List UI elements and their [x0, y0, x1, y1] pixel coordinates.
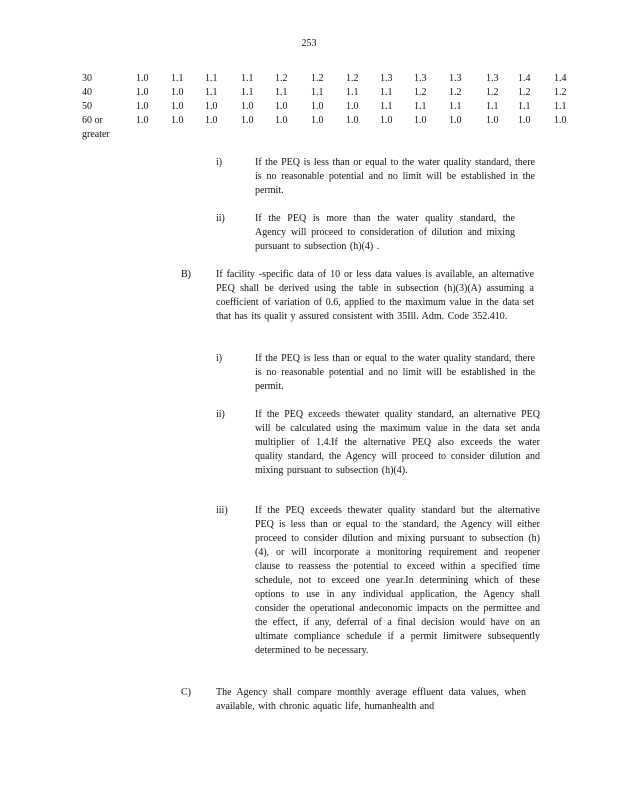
- table-cell: 1.0: [136, 73, 149, 84]
- row-label-continuation: greater: [82, 129, 110, 140]
- table-cell: 1.3: [486, 73, 499, 84]
- table-cell: 1.1: [205, 87, 218, 98]
- table-cell: 1.1: [275, 87, 288, 98]
- item-marker: iii): [216, 505, 228, 516]
- table-row: [82, 100, 582, 114]
- row-label: 40: [82, 87, 92, 98]
- table-row: [82, 72, 582, 86]
- multiplier-table: [82, 72, 582, 128]
- table-cell: 1.0: [241, 101, 254, 112]
- table-cell: 1.4: [518, 73, 531, 84]
- table-cell: 1.2: [486, 87, 499, 98]
- table-cell: 1.0: [414, 115, 427, 126]
- table-cell: 1.1: [554, 101, 567, 112]
- table-cell: 1.3: [449, 73, 462, 84]
- item-marker: C): [181, 687, 191, 698]
- paragraph-a-ii: If the PEQ is more than the water quality standard, the Agency will proceed to consideration of dilution and mixing pursuant to subsection (h)(4) .: [255, 213, 515, 252]
- table-cell: 1.0: [518, 115, 531, 126]
- table-cell: 1.0: [241, 115, 254, 126]
- table-cell: 1.1: [486, 101, 499, 112]
- table-cell: 1.0: [171, 101, 184, 112]
- paragraph-b-ii: If the PEQ exceeds thewater quality standard, an alternative PEQ will be calculated using the maximum value in the data set anda multiplier of 1.4.If the alternative PEQ also exceeds the water quality standard, the Agency will proceed to consider dilution and mixing pursuant to subsection (h)(4).: [255, 409, 540, 476]
- item-marker: B): [181, 269, 191, 280]
- table-row: [82, 114, 582, 128]
- table-row: [82, 86, 582, 100]
- table-cell: 1.1: [205, 73, 218, 84]
- table-cell: 1.0: [554, 115, 567, 126]
- table-cell: 1.0: [136, 115, 149, 126]
- item-marker: ii): [216, 213, 225, 224]
- table-cell: 1.1: [346, 87, 359, 98]
- item-marker: i): [216, 157, 223, 168]
- table-cell: 1.2: [554, 87, 567, 98]
- table-cell: 1.2: [518, 87, 531, 98]
- table-cell: 1.4: [554, 73, 567, 84]
- table-cell: 1.1: [380, 87, 393, 98]
- table-cell: 1.1: [380, 101, 393, 112]
- table-cell: 1.0: [275, 115, 288, 126]
- table-cell: 1.1: [171, 73, 184, 84]
- table-cell: 1.2: [275, 73, 288, 84]
- table-cell: 1.2: [414, 87, 427, 98]
- table-cell: 1.0: [311, 115, 324, 126]
- paragraph-b-i: If the PEQ is less than or equal to the water quality standard, there is no reasonable potential and no limit will be established in the permit.: [255, 353, 535, 392]
- table-cell: 1.1: [311, 87, 324, 98]
- table-cell: 1.2: [311, 73, 324, 84]
- item-marker: ii): [216, 409, 225, 420]
- table-cell: 1.0: [346, 101, 359, 112]
- table-cell: 1.2: [449, 87, 462, 98]
- table-cell: 1.0: [205, 101, 218, 112]
- table-cell: 1.0: [311, 101, 324, 112]
- table-cell: 1.3: [380, 73, 393, 84]
- table-cell: 1.0: [205, 115, 218, 126]
- page-number: 253: [301, 38, 317, 49]
- item-marker: i): [216, 353, 223, 364]
- table-cell: 1.1: [449, 101, 462, 112]
- table-cell: 1.2: [346, 73, 359, 84]
- table-cell: 1.0: [275, 101, 288, 112]
- table-cell: 1.0: [346, 115, 359, 126]
- table-cell: 1.1: [518, 101, 531, 112]
- paragraph-b: If facility -specific data of 10 or less data values is available, an alternative PEQ shall be derived using the table in subsection (h)(3)(A) assuming a coefficient of variation of 0.6, applied to the maximum value in the data set that has its qualit y assured consistent with 35Ill. Adm. Code 352.410.: [216, 269, 534, 322]
- table-cell: 1.0: [380, 115, 393, 126]
- paragraph-b-iii: If the PEQ exceeds thewater quality standard but the alternative PEQ is less than or equal to the standard, the Agency will either proceed to consider dilution and mixing pursuant to subsection (h)(4), or will incorporate a monitoring requirement and reopener clause to reassess the potential to exceed within a specified time schedule, not to exceed one year.In determining which of these options to use in any individual application, the Agency shall consider the operational andeconomic impacts on the permittee and the effect, if any, deferral of a final decision would have on an ultimate compliance schedule if a permit limitwere subsequently determined to be necessary.: [255, 505, 540, 656]
- table-cell: 1.0: [449, 115, 462, 126]
- table-cell: 1.1: [241, 73, 254, 84]
- table-cell: 1.0: [136, 87, 149, 98]
- table-cell: 1.0: [486, 115, 499, 126]
- table-cell: 1.0: [171, 115, 184, 126]
- row-label: 30: [82, 73, 92, 84]
- paragraph-c: The Agency shall compare monthly average effluent data values, when available, with chronic aquatic life, humanhealth and: [216, 687, 526, 712]
- row-label: 60 or: [82, 115, 103, 126]
- table-cell: 1.0: [171, 87, 184, 98]
- row-label: 50: [82, 101, 92, 112]
- paragraph-a-i: If the PEQ is less than or equal to the water quality standard, there is no reasonable potential and no limit will be established in the permit.: [255, 157, 535, 196]
- table-cell: 1.1: [414, 101, 427, 112]
- table-cell: 1.0: [136, 101, 149, 112]
- table-cell: 1.3: [414, 73, 427, 84]
- table-cell: 1.1: [241, 87, 254, 98]
